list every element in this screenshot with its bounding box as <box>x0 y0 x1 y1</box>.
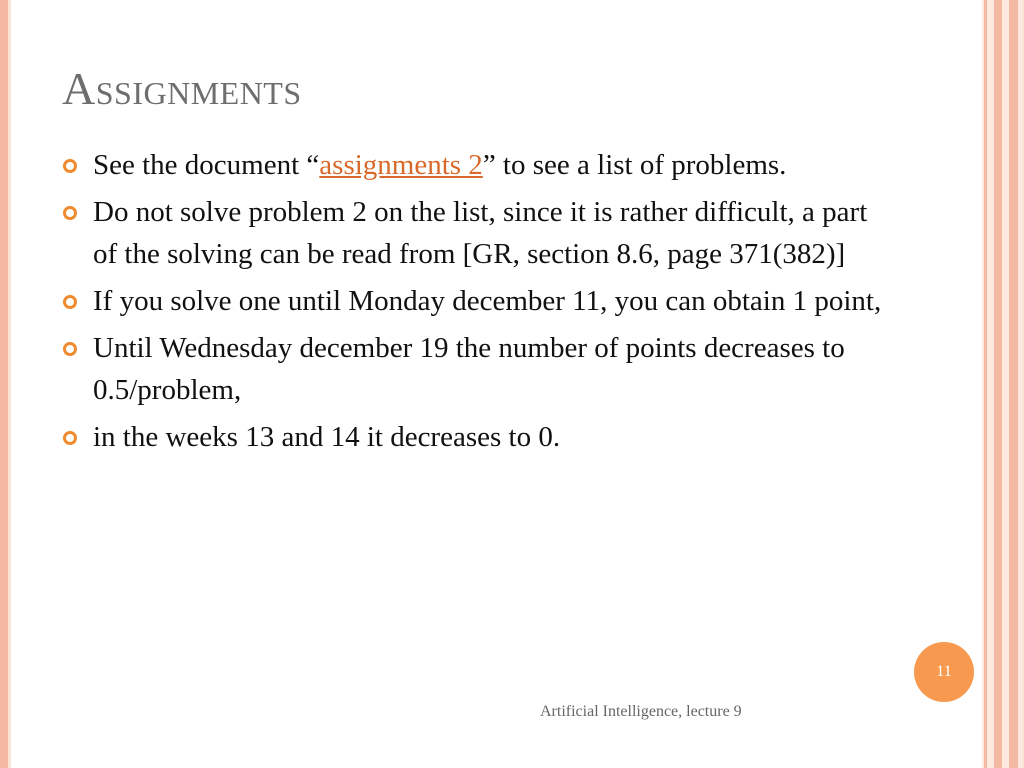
bullet-text: ” to see a list of problems. <box>482 149 787 181</box>
bullet-text: Do not solve problem 2 on the list, since it is rather difficult, a part of the solving can be read from [GR, section 8.6, page 371(382)] <box>93 196 868 270</box>
bullet-text: in the weeks 13 and 14 it decreases to 0. <box>93 421 561 453</box>
left-frame-border <box>0 0 8 768</box>
right-frame-line <box>984 0 987 768</box>
bullet-item <box>62 327 882 411</box>
right-frame-line <box>1009 0 1018 768</box>
right-frame-border <box>982 0 1024 768</box>
page-number-badge <box>914 642 974 702</box>
bullet-list <box>62 144 882 463</box>
bullet-item <box>62 280 882 322</box>
bullet-text: See the document “ <box>93 149 320 181</box>
right-frame-line <box>994 0 1002 768</box>
bullet-icon <box>63 159 77 173</box>
bullet-text: Until Wednesday december 19 the number of points decreases to 0.5/problem, <box>93 332 845 406</box>
bullet-text: If you solve one until Monday december 11, you can obtain 1 point, <box>93 285 882 317</box>
left-frame-inner-border <box>8 0 11 768</box>
bullet-icon <box>63 295 77 309</box>
bullet-item <box>62 416 882 458</box>
bullet-icon <box>63 431 77 445</box>
bullet-icon <box>63 206 77 220</box>
assignments-link[interactable]: assignments 2 <box>319 149 483 181</box>
bullet-item <box>62 144 882 186</box>
footer-text: Artificial Intelligence, lecture 9 <box>540 703 742 720</box>
slide-title: Assignments <box>62 63 302 114</box>
bullet-icon <box>63 342 77 356</box>
page-number: 11 <box>936 663 952 680</box>
bullet-item <box>62 191 882 275</box>
